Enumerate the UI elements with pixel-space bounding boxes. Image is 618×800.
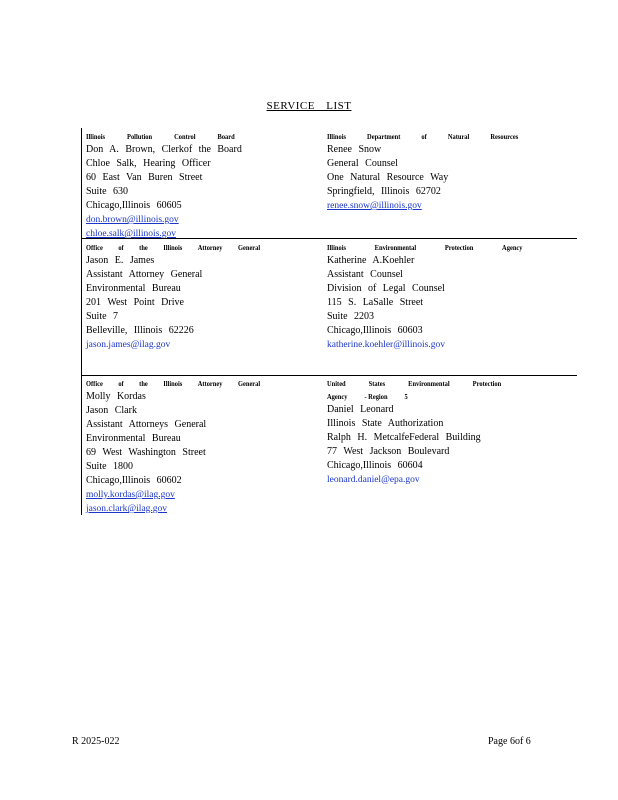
entry-line: Jason E. James — [86, 255, 155, 266]
entry-line: Chicago,Illinois 60604 — [327, 460, 423, 471]
email-link[interactable]: leonard.daniel@epa.gov — [327, 475, 420, 485]
entry-line: Suite 2203 — [327, 311, 375, 322]
service-entry — [327, 130, 557, 213]
entry-line: 69 West Washington Street — [86, 447, 206, 458]
email-link[interactable]: jason.james@ilag.gov — [86, 340, 171, 350]
entry-line: 115 S. LaSalle Street — [327, 297, 424, 308]
left-rule — [81, 128, 82, 515]
email-link[interactable]: jason.clark@ilag.gov — [86, 504, 168, 514]
entry-line: Belleville, Illinois 62226 — [86, 325, 194, 336]
entry-header-continued: Agency - Region 5 — [327, 392, 408, 401]
entry-line: Springfield, Illinois 62702 — [327, 186, 441, 197]
entry-line: 77 West Jackson Boulevard — [327, 446, 450, 457]
entry-line: Environmental Bureau — [86, 283, 181, 294]
entry-line: Renee Snow — [327, 144, 382, 155]
entry-line: Suite 7 — [86, 311, 119, 322]
entry-header: Office of the Illinois Attorney General — [86, 379, 261, 388]
entry-line: Suite 630 — [86, 186, 129, 197]
entry-line: Daniel Leonard — [327, 404, 394, 415]
entry-header: United States Environmental Protection — [327, 379, 502, 388]
entry-line: Suite 1800 — [86, 461, 134, 472]
row-divider-2 — [81, 375, 577, 376]
service-entry — [86, 377, 286, 516]
entry-line: Jason Clark — [86, 405, 137, 416]
entry-header: Illinois Department of Natural Resources — [327, 132, 519, 141]
service-entry — [327, 377, 557, 487]
entry-line: Division of Legal Counsel — [327, 283, 445, 294]
entry-header: Illinois Environmental Protection Agency — [327, 243, 523, 252]
entry-line: 60 East Van Buren Street — [86, 172, 203, 183]
email-link[interactable]: renee.snow@illinois.gov — [327, 201, 422, 211]
entry-line: Don A. Brown, Clerkof the Board — [86, 144, 242, 155]
service-entry — [327, 241, 557, 352]
email-link[interactable]: chloe.salk@illinois.gov — [86, 229, 177, 239]
entry-line: Environmental Bureau — [86, 433, 181, 444]
service-entry — [86, 241, 286, 352]
service-entry — [86, 130, 242, 241]
entry-line: Katherine A.Koehler — [327, 255, 415, 266]
entry-line: One Natural Resource Way — [327, 172, 449, 183]
entry-line: Illinois State Authorization — [327, 418, 444, 429]
email-link[interactable]: don.brown@illinois.gov — [86, 215, 179, 225]
entry-header: Illinois Pollution Control Board — [86, 132, 235, 141]
docket-number: R 2025-022 — [72, 736, 120, 747]
entry-header: Office of the Illinois Attorney General — [86, 243, 261, 252]
entry-line: Ralph H. MetcalfeFederal Building — [327, 432, 481, 443]
entry-line: Assistant Attorney General — [86, 269, 203, 280]
entry-line: Chicago,Illinois 60602 — [86, 475, 182, 486]
entry-line: 201 West Point Drive — [86, 297, 184, 308]
entry-line: General Counsel — [327, 158, 398, 169]
email-link[interactable]: molly.kordas@ilag.gov — [86, 490, 175, 500]
entry-line: Chloe Salk, Hearing Officer — [86, 158, 211, 169]
page-number: Page 6of 6 — [488, 736, 531, 747]
email-link[interactable]: katherine.koehler@illinois.gov — [327, 340, 445, 350]
entry-line: Assistant Attorneys General — [86, 419, 207, 430]
page-title: SERVICE LIST — [266, 100, 352, 112]
entry-line: Chicago,Illinois 60603 — [327, 325, 423, 336]
entry-line: Chicago,Illinois 60605 — [86, 200, 182, 211]
entry-line: Assistant Counsel — [327, 269, 403, 280]
entry-line: Molly Kordas — [86, 391, 146, 402]
